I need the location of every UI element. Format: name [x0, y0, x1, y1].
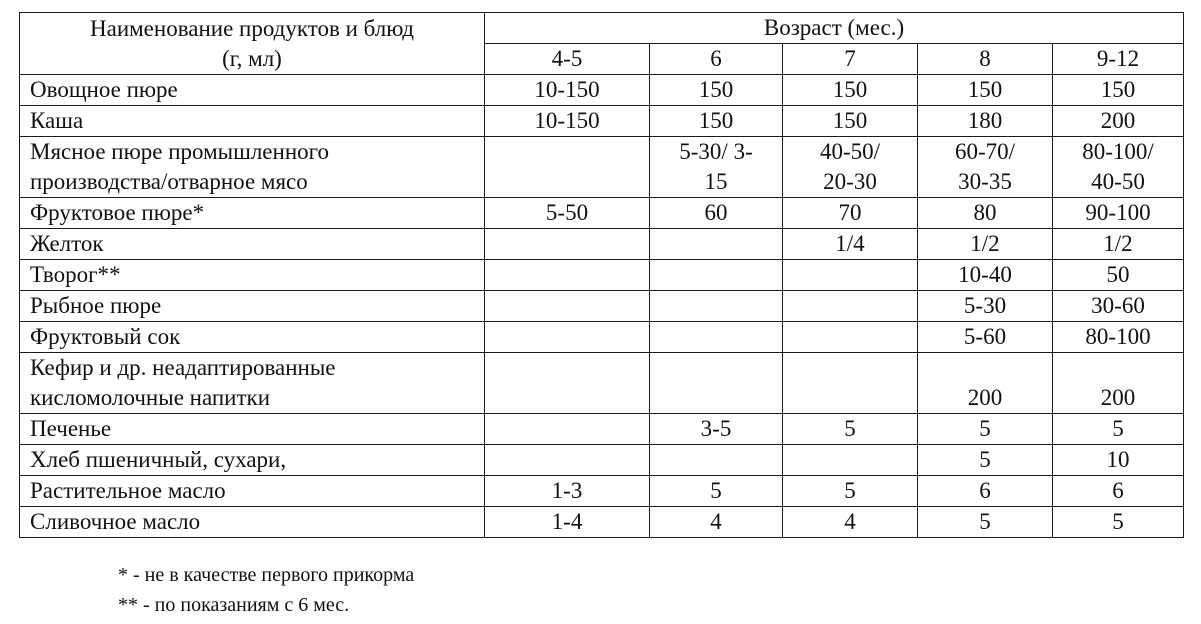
- amount-cell: [485, 106, 650, 137]
- amount-cell: [783, 353, 918, 414]
- amount-cell: [485, 291, 650, 322]
- amount-line: 5: [844, 478, 856, 503]
- amount-cell: [918, 198, 1053, 229]
- amount-cell: [783, 137, 918, 198]
- amount-cell: [918, 322, 1053, 353]
- amount-line: 200: [967, 385, 1003, 410]
- amount-cell: [1053, 75, 1184, 106]
- amount-cell: [485, 322, 650, 353]
- feeding-table: [19, 12, 1184, 538]
- amount-cell: [783, 260, 918, 291]
- product-name-line: Фруктовый сок: [30, 324, 181, 349]
- amount-line: 80-100/: [1082, 139, 1154, 164]
- age-header-4-5: 4-5: [485, 44, 650, 75]
- amount-cell: [1053, 260, 1184, 291]
- table-row: [20, 507, 1184, 538]
- table-row: [20, 353, 1184, 414]
- product-name-cell: [20, 445, 485, 476]
- product-name-cell: [20, 137, 485, 198]
- amount-cell: [650, 291, 783, 322]
- amount-cell: [783, 322, 918, 353]
- amount-line: 5: [1112, 416, 1124, 441]
- age-header-7: 7: [783, 44, 918, 75]
- table-row: [20, 291, 1184, 322]
- footnote-1: * - не в качестве первого прикорма: [118, 564, 415, 586]
- amount-line: 1/2: [1103, 231, 1133, 256]
- amount-cell: [650, 106, 783, 137]
- amount-cell: [485, 476, 650, 507]
- table-row: [20, 106, 1184, 137]
- amount-line: 60: [704, 200, 728, 225]
- amount-cell: [783, 291, 918, 322]
- amount-cell: [1053, 198, 1184, 229]
- amount-line: 200: [1100, 385, 1136, 410]
- amount-cell: [918, 137, 1053, 198]
- amount-line: 1/2: [970, 231, 1000, 256]
- amount-line: 5-60: [963, 324, 1007, 349]
- amount-cell: [485, 507, 650, 538]
- amount-line: 30-35: [958, 169, 1012, 194]
- amount-cell: [650, 322, 783, 353]
- amount-cell: [783, 229, 918, 260]
- product-name-cell: [20, 260, 485, 291]
- amount-line: 80: [973, 200, 997, 225]
- product-name-cell: [20, 291, 485, 322]
- amount-cell: [783, 445, 918, 476]
- amount-line: 10: [1106, 447, 1130, 472]
- amount-cell: [1053, 353, 1184, 414]
- amount-cell: [918, 260, 1053, 291]
- amount-cell: [1053, 476, 1184, 507]
- age-header-8: 8: [918, 44, 1053, 75]
- amount-line: 15: [704, 169, 728, 194]
- product-name-line: производства/отварное мясо: [30, 169, 308, 194]
- amount-cell: [650, 260, 783, 291]
- amount-line: 1-3: [551, 478, 583, 503]
- amount-cell: [918, 291, 1053, 322]
- amount-cell: [1053, 291, 1184, 322]
- amount-line: 80-100: [1085, 324, 1151, 349]
- amount-line: 40-50: [1091, 169, 1145, 194]
- amount-cell: [1053, 137, 1184, 198]
- amount-cell: [1053, 229, 1184, 260]
- amount-cell: [918, 106, 1053, 137]
- product-header-line2: (г, мл): [222, 45, 282, 71]
- product-name-line: Рыбное пюре: [30, 293, 162, 318]
- amount-cell: [650, 476, 783, 507]
- amount-cell: [485, 229, 650, 260]
- amount-cell: [783, 106, 918, 137]
- amount-cell: [1053, 322, 1184, 353]
- amount-cell: [783, 414, 918, 445]
- product-name-line: Творог**: [30, 262, 121, 287]
- footnotes: [118, 560, 414, 620]
- amount-line: 4: [844, 509, 856, 534]
- product-name-cell: [20, 353, 485, 414]
- product-name-cell: [20, 507, 485, 538]
- amount-cell: [650, 414, 783, 445]
- amount-line: 150: [832, 108, 868, 133]
- amount-cell: [918, 229, 1053, 260]
- amount-cell: [485, 414, 650, 445]
- amount-line: 5: [979, 416, 991, 441]
- table-row: [20, 198, 1184, 229]
- amount-line: 150: [698, 108, 734, 133]
- amount-cell: [783, 507, 918, 538]
- table-row: [20, 414, 1184, 445]
- amount-cell: [918, 507, 1053, 538]
- amount-line: 3-5: [700, 416, 732, 441]
- product-name-line: кисломолочные напитки: [30, 385, 271, 410]
- amount-line: 10-150: [534, 77, 600, 102]
- amount-line: 150: [832, 77, 868, 102]
- product-name-line: Сливочное масло: [30, 509, 201, 534]
- header-row-1: [20, 13, 1184, 44]
- product-name-cell: [20, 198, 485, 229]
- product-column-header: [20, 13, 485, 75]
- amount-line: 150: [1100, 77, 1136, 102]
- amount-line: 6: [1112, 478, 1124, 503]
- product-name-line: Растительное масло: [30, 478, 226, 503]
- product-name-line: Фруктовое пюре*: [30, 200, 205, 225]
- amount-cell: [918, 75, 1053, 106]
- amount-cell: [650, 445, 783, 476]
- table-row: [20, 229, 1184, 260]
- amount-cell: [783, 476, 918, 507]
- product-name-cell: [20, 414, 485, 445]
- amount-line: 5-30: [963, 293, 1007, 318]
- product-name-line: Хлеб пшеничный, сухари,: [30, 447, 287, 472]
- amount-cell: [1053, 414, 1184, 445]
- amount-cell: [1053, 445, 1184, 476]
- product-name-cell: [20, 75, 485, 106]
- product-name-line: Мясное пюре промышленного: [30, 139, 329, 164]
- amount-cell: [650, 229, 783, 260]
- amount-line: 50: [1106, 262, 1130, 287]
- amount-cell: [650, 75, 783, 106]
- amount-line: 1-4: [551, 509, 583, 534]
- product-name-line: Кефир и др. неадаптированные: [30, 355, 336, 380]
- table-row: [20, 476, 1184, 507]
- product-name-cell: [20, 229, 485, 260]
- product-name-cell: [20, 322, 485, 353]
- amount-line: 60-70/: [954, 139, 1016, 164]
- amount-line: 200: [1100, 108, 1136, 133]
- age-header-9-12: 9-12: [1053, 44, 1184, 75]
- amount-line: 150: [698, 77, 734, 102]
- amount-line: 1/4: [835, 231, 865, 256]
- product-header-line1: Наименование продуктов и блюд: [90, 15, 414, 41]
- amount-cell: [918, 445, 1053, 476]
- product-name-cell: [20, 106, 485, 137]
- amount-cell: [485, 353, 650, 414]
- amount-cell: [485, 445, 650, 476]
- amount-line: 5: [979, 447, 991, 472]
- amount-line: 5: [1112, 509, 1124, 534]
- age-header-6: 6: [650, 44, 783, 75]
- table-row: [20, 75, 1184, 106]
- table-row: [20, 260, 1184, 291]
- product-name-line: Печенье: [30, 416, 112, 441]
- amount-line: 10-40: [958, 262, 1012, 287]
- amount-line: 10-150: [534, 108, 600, 133]
- amount-line: 5: [979, 509, 991, 534]
- amount-line: 40-50/: [819, 139, 881, 164]
- amount-cell: [650, 198, 783, 229]
- product-name-line: Желток: [30, 231, 104, 256]
- table-row: [20, 137, 1184, 198]
- amount-cell: [485, 260, 650, 291]
- product-name-cell: [20, 476, 485, 507]
- amount-line: 70: [838, 200, 862, 225]
- amount-line: 30-60: [1091, 293, 1145, 318]
- amount-cell: [1053, 507, 1184, 538]
- amount-line: 6: [979, 478, 991, 503]
- amount-cell: [485, 137, 650, 198]
- amount-line: 20-30: [823, 169, 877, 194]
- amount-cell: [1053, 106, 1184, 137]
- product-name-line: Каша: [30, 108, 84, 133]
- amount-cell: [650, 353, 783, 414]
- amount-cell: [485, 75, 650, 106]
- table-row: [20, 445, 1184, 476]
- amount-line: 5: [844, 416, 856, 441]
- amount-cell: [650, 137, 783, 198]
- amount-cell: [783, 198, 918, 229]
- amount-cell: [918, 353, 1053, 414]
- footnote-2: ** - по показаниям с 6 мес.: [118, 594, 350, 616]
- amount-cell: [783, 75, 918, 106]
- product-name-line: Овощное пюре: [30, 77, 178, 102]
- amount-cell: [485, 198, 650, 229]
- amount-line: 5: [710, 478, 722, 503]
- amount-cell: [918, 414, 1053, 445]
- amount-line: 150: [967, 77, 1003, 102]
- amount-line: 4: [710, 509, 722, 534]
- amount-cell: [650, 507, 783, 538]
- table-row: [20, 322, 1184, 353]
- amount-line: 180: [967, 108, 1003, 133]
- amount-line: 5-30/ 3-: [679, 139, 753, 164]
- amount-line: 5-50: [545, 200, 589, 225]
- amount-cell: [918, 476, 1053, 507]
- amount-line: 90-100: [1085, 200, 1151, 225]
- age-group-header: Возраст (мес.): [485, 13, 1184, 44]
